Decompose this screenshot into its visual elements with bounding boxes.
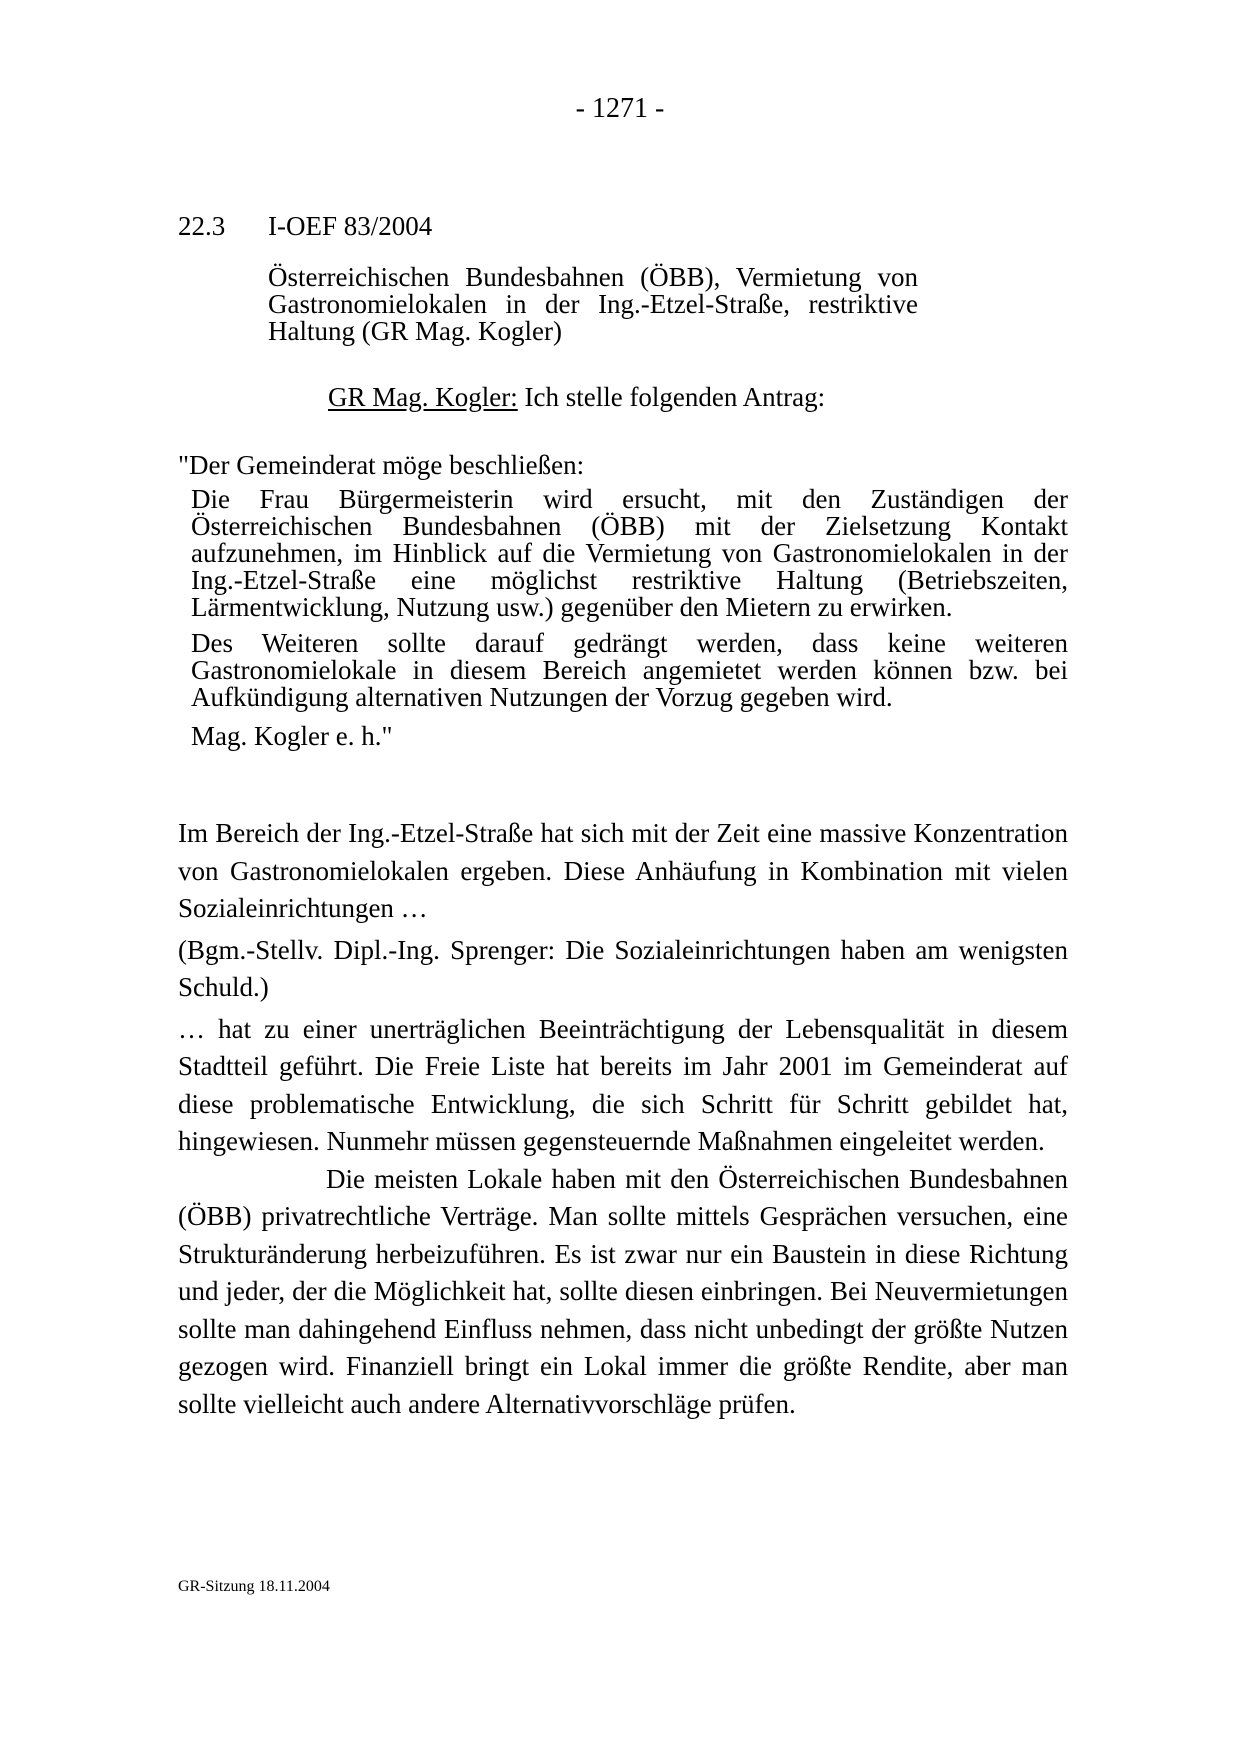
agenda-item <box>178 210 958 345</box>
motion-signature: Mag. Kogler e. h." <box>191 721 393 751</box>
motion-paragraph: Des Weiteren sollte darauf gedrängt werden, dass keine weiteren Gastronomielokale in diesem Bereich angemietet werden können bzw. bei Aufkündigung alternativen Nutzungen der Vorzug gegeben wird. <box>191 628 1068 712</box>
footer-session-date: GR-Sitzung 18.11.2004 <box>178 1578 330 1595</box>
interjection: (Bgm.-Stellv. Dipl.-Ing. Sprenger: Die Sozialeinrichtungen haben am wenigsten Schuld.) <box>178 934 1068 1002</box>
page-number: - 1271 - <box>575 93 665 124</box>
speaker-name: GR Mag. Kogler: <box>328 382 518 412</box>
speaker-line <box>328 381 825 413</box>
speech-text <box>178 815 1068 1423</box>
agenda-item-code: I-OEF 83/2004 <box>268 211 433 241</box>
speech-paragraph: Im Bereich der Ing.-Etzel-Straße hat sich mit der Zeit eine massive Konzentration von Gastronomielokalen ergeben. Diese Anhäufung in Kombination mit vielen Sozialeinrichtungen … <box>178 818 1068 923</box>
agenda-item-number: 22.3 <box>178 211 226 241</box>
speech-paragraph: Die meisten Lokale haben mit den Österreichischen Bundesbahnen (ÖBB) privatrechtliche Verträge. Man sollte mittels Gesprächen versuchen, eine Strukturänderung herbeizuführen. Es ist zwar nur ein Baustein in diese Richtung und jeder, der die Möglichkeit hat, sollte diesen einbringen. Bei Neuvermietungen sollte man dahingehend Einfluss nehmen, dass nicht unbedingt der größte Nutzen gezogen wird. Finanziell bringt ein Lokal immer die größte Rendite, aber man sollte vielleicht auch andere Alternativvorschläge prüfen. <box>178 1163 1068 1419</box>
motion-body <box>191 486 1068 752</box>
motion-paragraph: Die Frau Bürgermeisterin wird ersucht, mit den Zuständigen der Österreichischen Bundesbahnen (ÖBB) mit der Zielsetzung Kontakt aufzunehmen, im Hinblick auf die Vermietung von Gastronomielokalen in der Ing.-Etzel-Straße eine möglichst restriktive Haltung (Betriebszeiten, Lärmentwicklung, Nutzung usw.) gegenüber den Mietern zu erwirken. <box>191 484 1068 622</box>
speech-paragraph: … hat zu einer unerträglichen Beeinträchtigung der Lebensqualität in diesem Stadtteil geführt. Die Freie Liste hat bereits im Jahr 2001 im Gemeinderat auf diese problematische Entwicklung, die sich Schritt für Schritt gebildet hat, hingewiesen. Nunmehr müssen gegensteuernde Maßnahmen eingeleitet werden. <box>178 1013 1068 1156</box>
speaker-statement: Ich stelle folgenden Antrag: <box>517 382 826 412</box>
motion-intro: "Der Gemeinderat möge beschließen: <box>178 450 585 480</box>
agenda-heading <box>178 210 958 242</box>
agenda-item-title: Österreichischen Bundesbahnen (ÖBB), Vermietung von Gastronomielokalen in der Ing.-Etzel-Straße, restriktive Haltung (GR Mag. Kogler) <box>268 262 918 346</box>
